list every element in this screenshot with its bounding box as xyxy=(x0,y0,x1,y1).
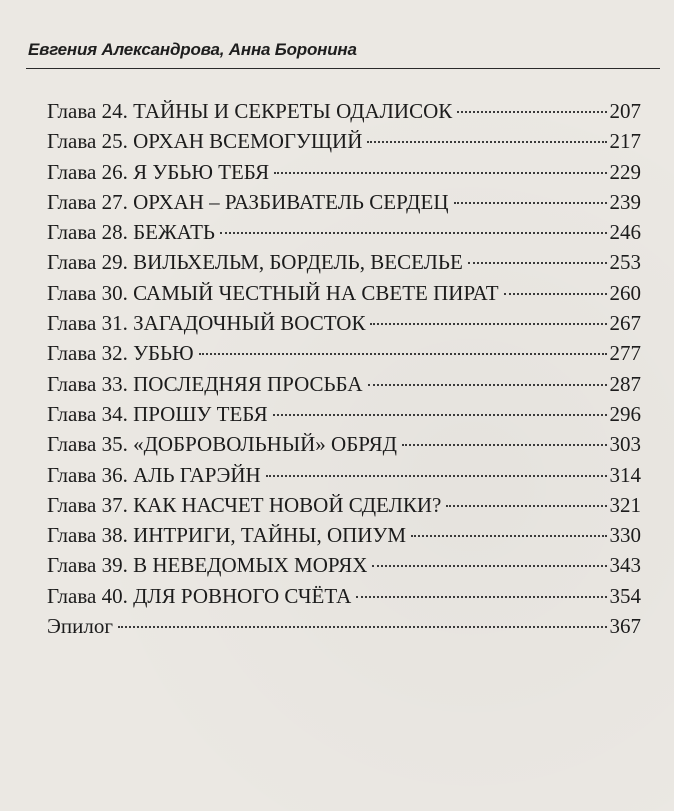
toc-entry xyxy=(47,581,641,611)
dot-leader xyxy=(402,444,607,446)
toc-entry-page-number: 321 xyxy=(609,492,641,517)
toc-entry-title: Глава 32. УБЬЮ xyxy=(47,341,194,366)
dot-leader xyxy=(457,111,606,113)
toc-entry-page-number: 277 xyxy=(609,341,641,366)
toc-entry xyxy=(47,217,641,247)
toc-entry-page-number: 330 xyxy=(609,523,641,548)
dot-leader xyxy=(468,262,607,264)
toc-entry xyxy=(47,338,641,368)
toc-entry-title: Глава 36. АЛЬ ГАРЭЙН xyxy=(47,462,261,487)
toc-entry xyxy=(47,308,641,338)
toc-entry-title: Глава 27. ОРХАН – РАЗБИВАТЕЛЬ СЕРДЕЦ xyxy=(47,189,449,214)
toc-entry-title: Эпилог xyxy=(47,614,113,639)
dot-leader xyxy=(504,293,607,295)
toc-entry-page-number: 246 xyxy=(609,220,641,245)
toc-entry-title: Глава 39. В НЕВЕДОМЫХ МОРЯХ xyxy=(47,553,368,578)
toc-entry-page-number: 343 xyxy=(609,553,641,578)
dot-leader xyxy=(446,505,606,507)
dot-leader xyxy=(266,475,607,477)
dot-leader xyxy=(118,626,607,628)
dot-leader xyxy=(274,172,606,174)
toc-entry xyxy=(47,369,641,399)
toc-entry xyxy=(47,490,641,520)
dot-leader xyxy=(356,596,606,598)
toc-entry-page-number: 354 xyxy=(609,583,641,608)
toc-entry-page-number: 260 xyxy=(609,280,641,305)
toc-entry xyxy=(47,278,641,308)
header-rule xyxy=(26,68,660,69)
toc-entry xyxy=(47,429,641,459)
toc-entry-title: Глава 28. БЕЖАТЬ xyxy=(47,220,215,245)
dot-leader xyxy=(372,565,606,567)
toc-entry xyxy=(47,550,641,580)
toc-entry-title: Глава 31. ЗАГАДОЧНЫЙ ВОСТОК xyxy=(47,311,366,336)
toc-entry-page-number: 229 xyxy=(609,159,641,184)
toc-entry xyxy=(47,520,641,550)
toc-entry-page-number: 303 xyxy=(609,432,641,457)
toc-entry-page-number: 296 xyxy=(609,401,641,426)
dot-leader xyxy=(454,202,607,204)
toc-entry-title: Глава 29. ВИЛЬХЕЛЬМ, БОРДЕЛЬ, ВЕСЕЛЬЕ xyxy=(47,250,463,275)
toc-entry-title: Глава 35. «ДОБРОВОЛЬНЫЙ» ОБРЯД xyxy=(47,432,397,457)
toc-entry-title: Глава 26. Я УБЬЮ ТЕБЯ xyxy=(47,159,270,184)
toc-entry-page-number: 239 xyxy=(609,189,641,214)
toc-entry-title: Глава 30. САМЫЙ ЧЕСТНЫЙ НА СВЕТЕ ПИРАТ xyxy=(47,280,499,305)
toc-entry-page-number: 207 xyxy=(609,99,641,123)
toc-entry-page-number: 267 xyxy=(609,311,641,336)
toc-entry xyxy=(47,187,641,217)
toc-entry-page-number: 314 xyxy=(609,462,641,487)
toc-entry-page-number: 287 xyxy=(609,371,641,396)
toc-entry-title: Глава 34. ПРОШУ ТЕБЯ xyxy=(47,401,268,426)
dot-leader xyxy=(411,535,606,537)
dot-leader xyxy=(367,141,606,143)
toc-entry-title: Глава 40. ДЛЯ РОВНОГО СЧЁТА xyxy=(47,583,352,608)
toc-entry-title: Глава 37. КАК НАСЧЕТ НОВОЙ СДЕЛКИ? xyxy=(47,492,442,517)
running-head: Евгения Александрова, Анна Боронина xyxy=(28,40,357,59)
dot-leader xyxy=(220,232,607,234)
dot-leader xyxy=(273,414,607,416)
toc-entry-title: Глава 25. ОРХАН ВСЕМОГУЩИЙ xyxy=(47,129,363,154)
toc-entry xyxy=(47,611,641,641)
dot-leader xyxy=(368,384,607,386)
table-of-contents xyxy=(47,96,641,641)
toc-entry-title: Глава 38. ИНТРИГИ, ТАЙНЫ, ОПИУМ xyxy=(47,523,407,548)
toc-entry xyxy=(47,399,641,429)
dot-leader xyxy=(370,323,606,325)
toc-entry-title: Глава 33. ПОСЛЕДНЯЯ ПРОСЬБА xyxy=(47,371,363,396)
toc-entry xyxy=(47,157,641,187)
toc-entry-page-number: 217 xyxy=(609,129,641,154)
toc-entry xyxy=(47,126,641,156)
toc-entry-page-number: 367 xyxy=(609,614,641,639)
toc-entry-page-number: 253 xyxy=(609,250,641,275)
dot-leader xyxy=(199,353,607,355)
toc-entry xyxy=(47,460,641,490)
toc-entry xyxy=(47,247,641,277)
toc-entry-title: Глава 24. ТАЙНЫ И СЕКРЕТЫ ОДАЛИСОК xyxy=(47,99,453,123)
toc-entry xyxy=(47,96,641,126)
